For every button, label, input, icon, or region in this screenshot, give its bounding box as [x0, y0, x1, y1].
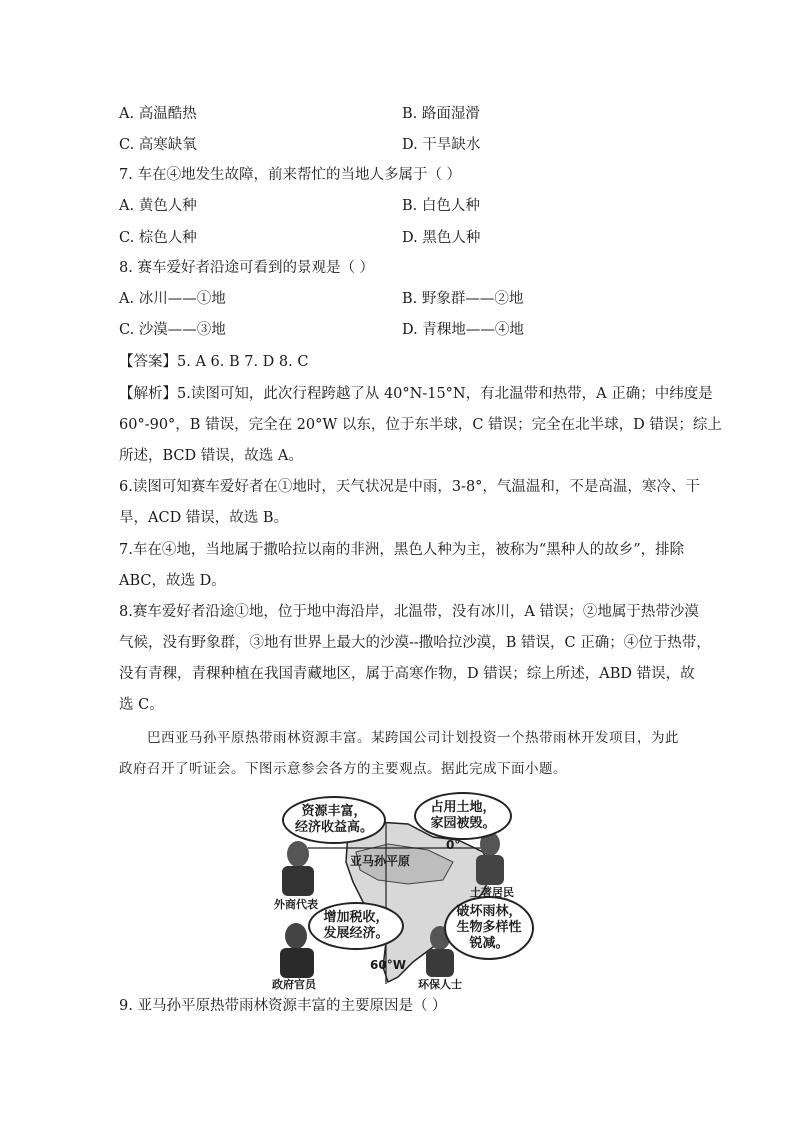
native-resident-label: 土著居民 [470, 886, 514, 899]
q6-option-c: C. 高寒缺氧 [119, 137, 197, 153]
q6-option-d: D. 干旱缺水 [402, 137, 481, 153]
analysis-text-line: 60°-90°，B 错误，完全在 20°W 以东，位于东半球，C 错误；完全在北半球，D 错误；综上 [119, 417, 722, 433]
q8-option-d: D. 青稞地——④地 [402, 322, 524, 338]
q6-options-row-2 [119, 135, 481, 155]
foreign-rep-bubble [282, 796, 386, 844]
bubble-text: 破坏雨林， [456, 904, 522, 919]
native-resident-bubble [414, 792, 512, 840]
q6-option-a: A. 高温酷热 [119, 106, 197, 122]
native-resident-figure [476, 832, 504, 885]
intro-line-1: 巴西亚马孙平原热带雨林资源丰富。某跨国公司计划投资一个热带雨林开发项目，为此 [147, 730, 679, 746]
q8-options-row-2 [119, 320, 524, 340]
q7-option-d: D. 黑色人种 [402, 230, 481, 246]
analysis-tag: 【解析】 [119, 386, 177, 402]
bubble-text: 增加税收， [323, 910, 389, 925]
bubble-text: 资源丰富， [301, 804, 367, 819]
bubble-text: 发展经济。 [323, 926, 389, 941]
intro-line-2: 政府召开了听证会。下图示意参会各方的主要观点。据此完成下面小题。 [119, 761, 567, 777]
analysis-text-line: 所述，BCD 错误，故选 A。 [119, 448, 303, 464]
equator-label: 0° [446, 838, 461, 852]
q7-options-row-1 [119, 196, 480, 216]
q9-stem: 9. 亚马孙平原热带雨林资源丰富的主要原因是（ ） [119, 998, 447, 1014]
analysis-text-line: 气候，没有野象群，③地有世界上最大的沙漠--撒哈拉沙漠，B 错误，C 正确；④位于热带， [119, 635, 711, 651]
answer-tag: 【答案】 [119, 354, 177, 370]
analysis-line [119, 384, 713, 404]
q8-option-a: A. 冰川——①地 [119, 291, 226, 307]
answer-text: 5. A 6. B 7. D 8. C [177, 354, 309, 370]
amazon-label: 亚马孙平原 [350, 854, 411, 868]
meridian-label: 60°W [370, 958, 406, 972]
amazon-hearing-figure [268, 792, 528, 992]
analysis-text-line: ABC，故选 D。 [119, 573, 226, 589]
bubble-text: 家园被毁。 [430, 816, 496, 831]
bubble-text: 占用土地， [430, 800, 496, 815]
env-person-label: 环保人士 [418, 978, 462, 991]
foreign-rep-label: 外商代表 [274, 898, 318, 911]
gov-official-label: 政府官员 [272, 978, 316, 991]
gov-official-bubble [308, 902, 404, 950]
analysis-text-line: 5.读图可知，此次行程跨越了从 40°N-15°N，有北温带和热带，A 正确；中纬度是 [177, 386, 713, 402]
q7-option-a: A. 黄色人种 [119, 198, 197, 214]
q7-option-c: C. 棕色人种 [119, 230, 197, 246]
bubble-text: 经济收益高。 [294, 820, 373, 835]
analysis-text-line: 没有青稞，青稞种植在我国青藏地区，属于高寒作物，D 错误；综上所述，ABD 错误，故 [119, 666, 695, 682]
env-person-bubble [444, 896, 534, 960]
bubble-text: 锐减。 [469, 936, 509, 951]
analysis-text-line: 8.赛车爱好者沿途①地，位于地中海沿岸，北温带，没有冰川，A 错误；②地属于热带沙漠 [119, 604, 699, 620]
analysis-text-line: 7.车在④地，当地属于撒哈拉以南的非洲，黑色人种为主，被称为“黑种人的故乡”，排除 [119, 542, 685, 558]
analysis-text-line: 选 C。 [119, 697, 164, 713]
q8-stem: 8. 赛车爱好者沿途可看到的景观是（ ） [119, 260, 375, 276]
foreign-rep-figure [282, 841, 314, 896]
q7-stem: 7. 车在④地发生故障，前来帮忙的当地人多属于（ ） [119, 167, 462, 183]
q7-options-row-2 [119, 228, 481, 248]
q6-option-b: B. 路面湿滑 [402, 106, 480, 122]
q6-options-row-1 [119, 104, 480, 124]
q7-option-b: B. 白色人种 [402, 198, 480, 214]
q8-option-c: C. 沙漠——③地 [119, 322, 226, 338]
bubble-text: 生物多样性 [456, 920, 522, 935]
q8-options-row-1 [119, 289, 524, 309]
answer-line [119, 352, 308, 372]
analysis-text-line: 6.读图可知赛车爱好者在①地时，天气状况是中雨，3-8°，气温温和，不是高温，寒冷、干 [119, 479, 700, 495]
q8-option-b: B. 野象群——②地 [402, 291, 524, 307]
analysis-text-line: 旱，ACD 错误，故选 B。 [119, 510, 289, 526]
